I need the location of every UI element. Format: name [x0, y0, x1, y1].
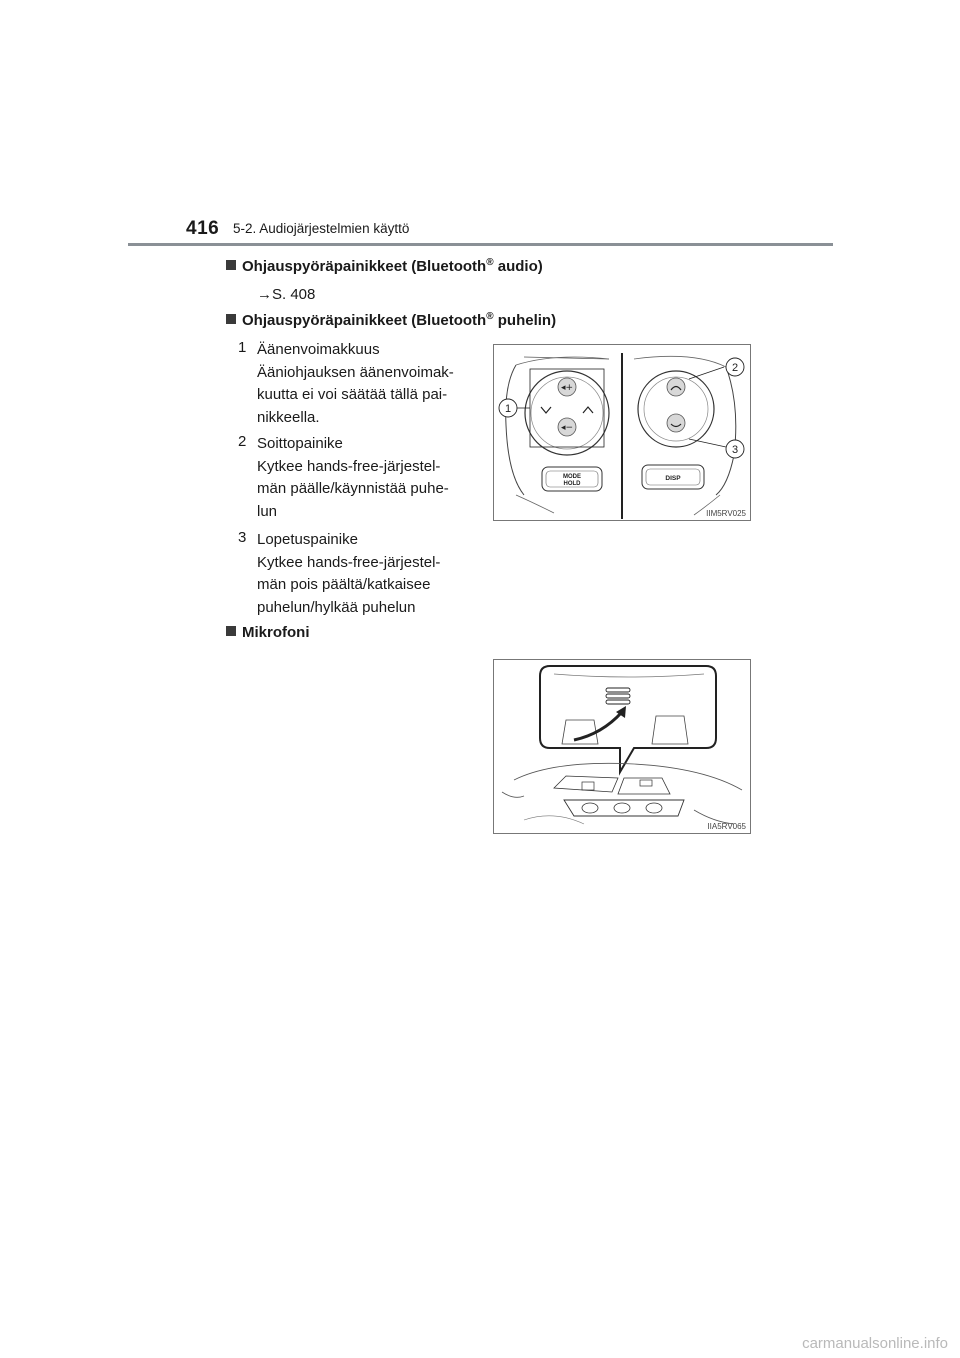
callout-3-label: 3 [731, 444, 739, 456]
item-title: Soittopainike [257, 435, 343, 452]
item-line: Kytkee hands-free-järjestel- [257, 553, 441, 571]
heading-microphone: Mikrofoni [226, 624, 310, 641]
square-bullet-icon [226, 626, 236, 636]
watermark-text[interactable]: carmanualsonline.info [802, 1335, 948, 1352]
header-divider [128, 243, 833, 246]
item-line: puhelun/hylkää puhelun [257, 598, 416, 616]
heading-bluetooth-audio: Ohjauspyöräpainikkeet (Bluetooth® audio) [226, 257, 543, 275]
steering-switch-illustration [494, 345, 750, 520]
square-bullet-icon [226, 260, 236, 270]
item-line: lun [257, 502, 278, 520]
item-number-2: 2 [238, 433, 247, 450]
hold-label: HOLD [563, 481, 581, 487]
steering-switch-figure [493, 344, 751, 521]
heading-bluetooth-phone: Ohjauspyöräpainikkeet (Bluetooth® puhelin) [226, 311, 556, 329]
item-line: Ääniohjauksen äänenvoimak- [257, 363, 454, 381]
section-title: 5-2. Audiojärjestelmien käyttö [233, 221, 410, 236]
svg-text:◂−: ◂− [560, 423, 574, 433]
item-line: män päälle/käynnistää puhe- [257, 480, 449, 497]
item-title: Lopetuspainike [257, 531, 358, 548]
svg-text:◂+: ◂+ [560, 383, 574, 393]
page-number: 416 [186, 218, 220, 239]
audio-page-reference[interactable]: →S. 408 [257, 286, 316, 303]
item-line: kuutta ei voi säätää tällä pai- [257, 386, 448, 403]
microphone-illustration [494, 660, 750, 833]
figure-code: IIM5RV025 [706, 509, 746, 518]
item-line: män pois päältä/katkaisee [257, 576, 431, 593]
item-line: nikkeella. [257, 408, 320, 426]
item-title: Äänenvoimakkuus [257, 341, 380, 358]
item-number-3: 3 [238, 529, 247, 546]
mode-label: MODE [563, 474, 581, 480]
disp-label: DISP [665, 475, 681, 482]
item-line: Kytkee hands-free-järjestel- [257, 457, 441, 475]
square-bullet-icon [226, 314, 236, 324]
callout-2-label: 2 [731, 362, 739, 374]
callout-1-label: 1 [504, 403, 512, 415]
microphone-figure [493, 659, 751, 834]
item-number-1: 1 [238, 339, 247, 356]
figure-code: IIA5RV065 [707, 822, 746, 831]
item-volume [257, 339, 479, 429]
item-end-button [257, 529, 479, 619]
item-call-button [257, 433, 479, 523]
